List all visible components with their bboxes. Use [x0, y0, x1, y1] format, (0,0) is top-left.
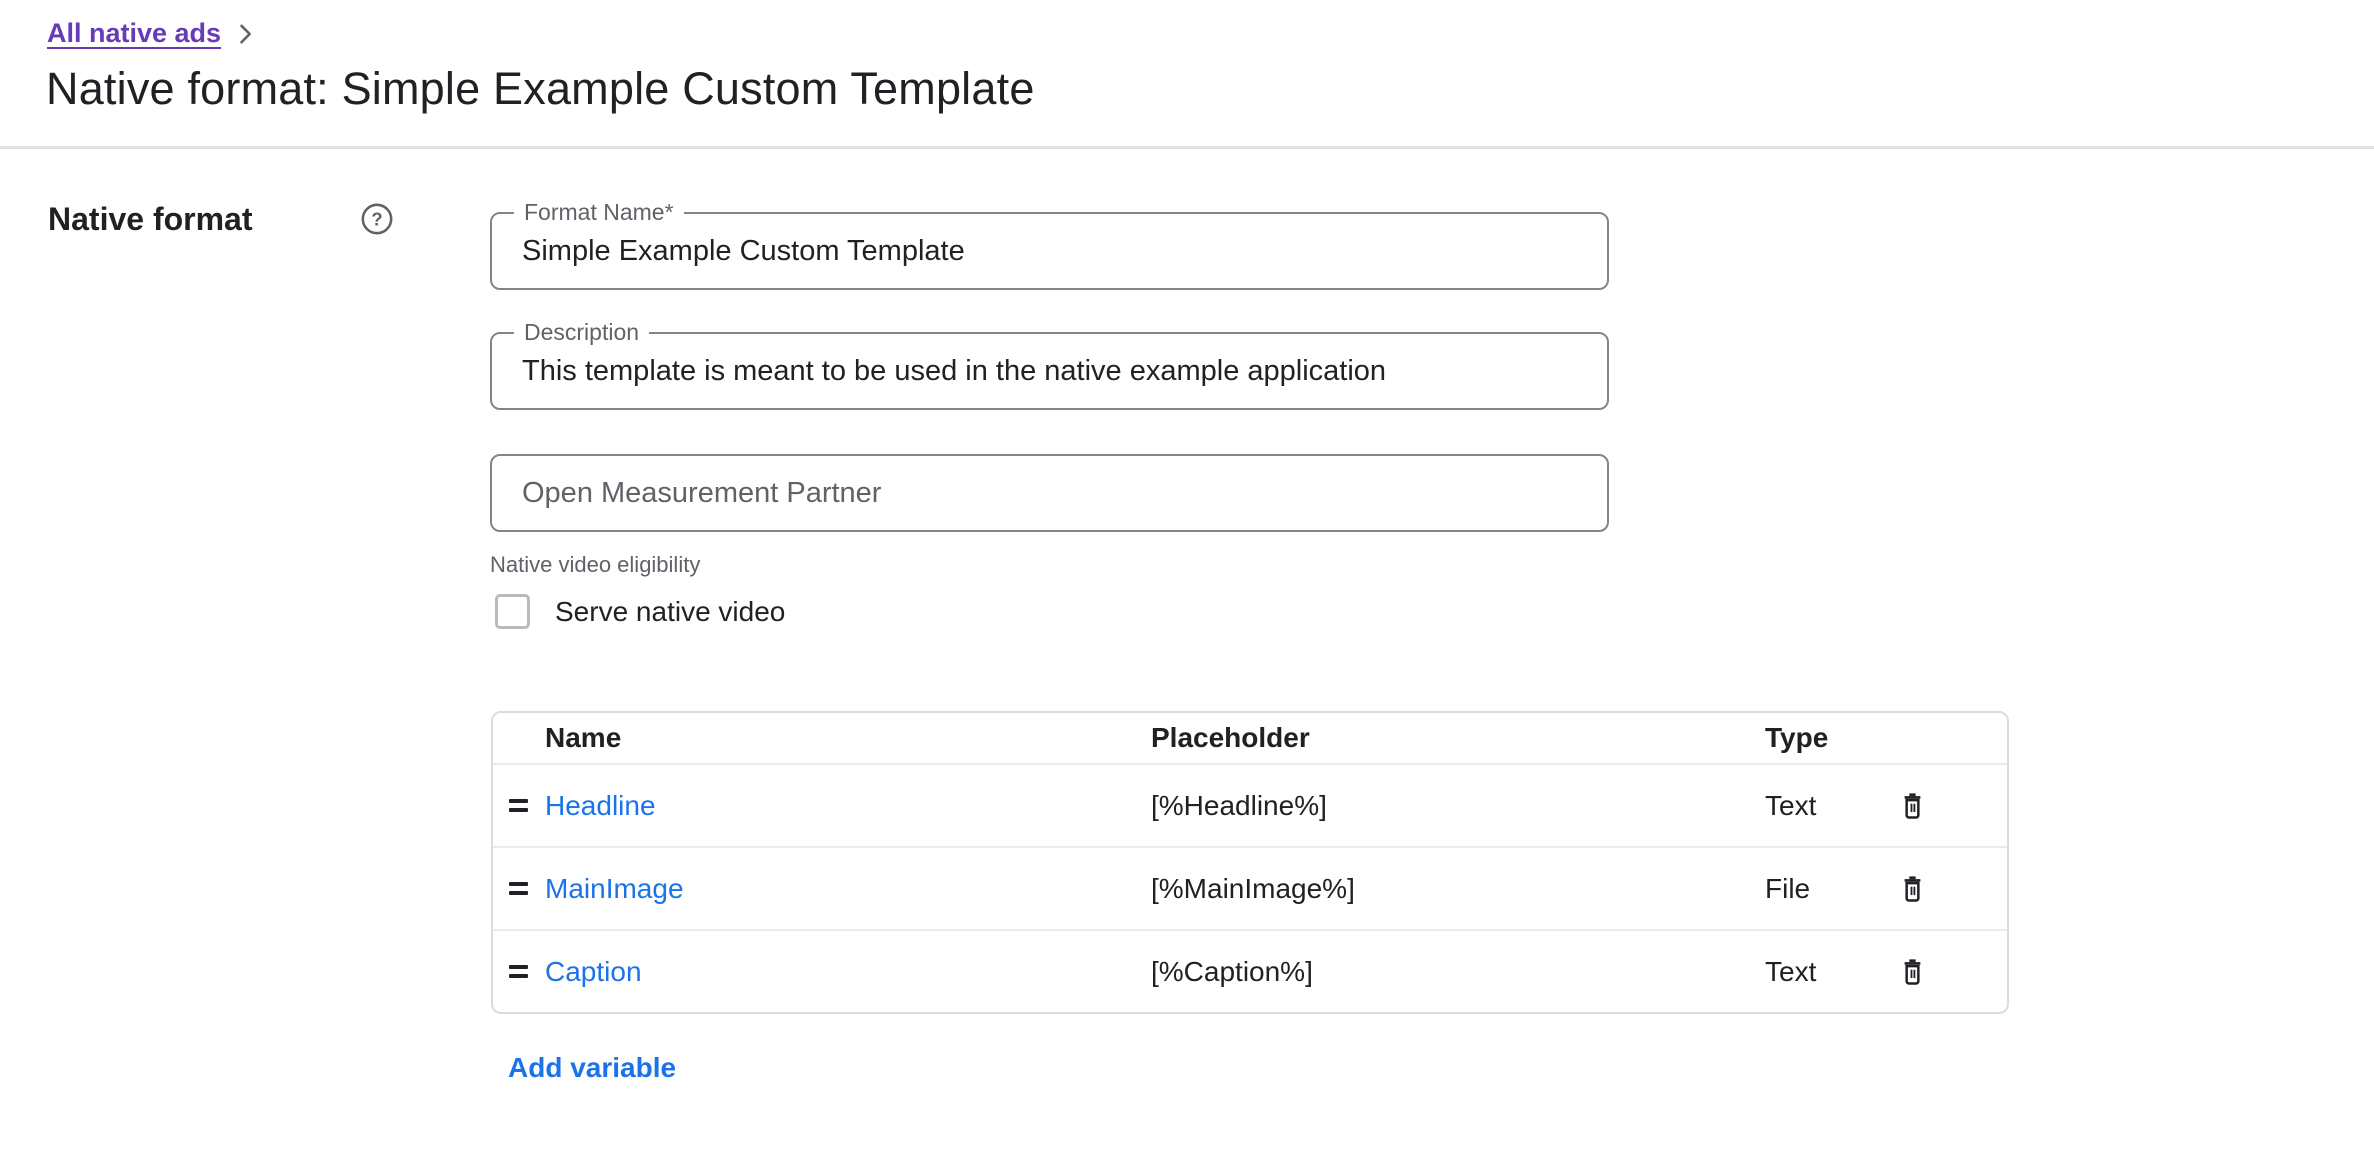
table-row — [493, 763, 2007, 846]
variable-name-link[interactable]: Headline — [545, 789, 656, 821]
help-icon[interactable] — [360, 202, 394, 236]
add-variable-button[interactable]: Add variable — [508, 1052, 677, 1083]
page-header — [0, 0, 2374, 149]
column-header-name: Name — [545, 722, 622, 753]
variable-type: Text — [1765, 955, 1817, 987]
description-input[interactable] — [492, 334, 1607, 408]
breadcrumb-link-all-native-ads[interactable]: All native ads — [47, 18, 222, 48]
variable-placeholder: [%MainImage%] — [1151, 872, 1355, 904]
variable-type: Text — [1765, 789, 1817, 821]
variables-table — [491, 711, 2009, 1014]
trash-icon[interactable] — [1893, 957, 1926, 987]
drag-handle-icon[interactable] — [509, 799, 528, 812]
description-field — [490, 319, 1609, 410]
format-name-input[interactable] — [492, 214, 1607, 288]
variable-type: File — [1765, 872, 1811, 904]
page-title: Native format: Simple Example Custom Template — [46, 63, 1035, 114]
variables-table-header — [493, 713, 2007, 763]
trash-icon[interactable] — [1893, 874, 1926, 904]
breadcrumb — [47, 18, 259, 49]
description-label: Description — [514, 319, 649, 345]
variable-placeholder: [%Caption%] — [1151, 955, 1313, 987]
svg-text:?: ? — [371, 208, 383, 230]
chevron-right-icon — [231, 20, 259, 48]
column-header-type: Type — [1765, 722, 1829, 753]
serve-native-video-label: Serve native video — [555, 595, 786, 627]
trash-icon[interactable] — [1893, 791, 1926, 821]
table-row — [493, 929, 2007, 1012]
section-title: Native format — [48, 201, 253, 237]
variable-name-link[interactable]: Caption — [545, 955, 642, 987]
variable-placeholder: [%Headline%] — [1151, 789, 1327, 821]
format-name-label: Format Name* — [514, 199, 684, 225]
serve-native-video-checkbox[interactable] — [495, 594, 530, 629]
format-name-field — [490, 199, 1609, 290]
open-measurement-partner-input[interactable] — [492, 456, 1607, 530]
drag-handle-icon[interactable] — [509, 965, 528, 978]
native-video-eligibility-caption: Native video eligibility — [490, 552, 701, 577]
drag-handle-icon[interactable] — [509, 882, 528, 895]
table-row — [493, 846, 2007, 929]
variable-name-link[interactable]: MainImage — [545, 872, 684, 904]
serve-native-video-row — [495, 594, 785, 629]
column-header-placeholder: Placeholder — [1151, 722, 1310, 753]
open-measurement-partner-field — [490, 454, 1609, 532]
